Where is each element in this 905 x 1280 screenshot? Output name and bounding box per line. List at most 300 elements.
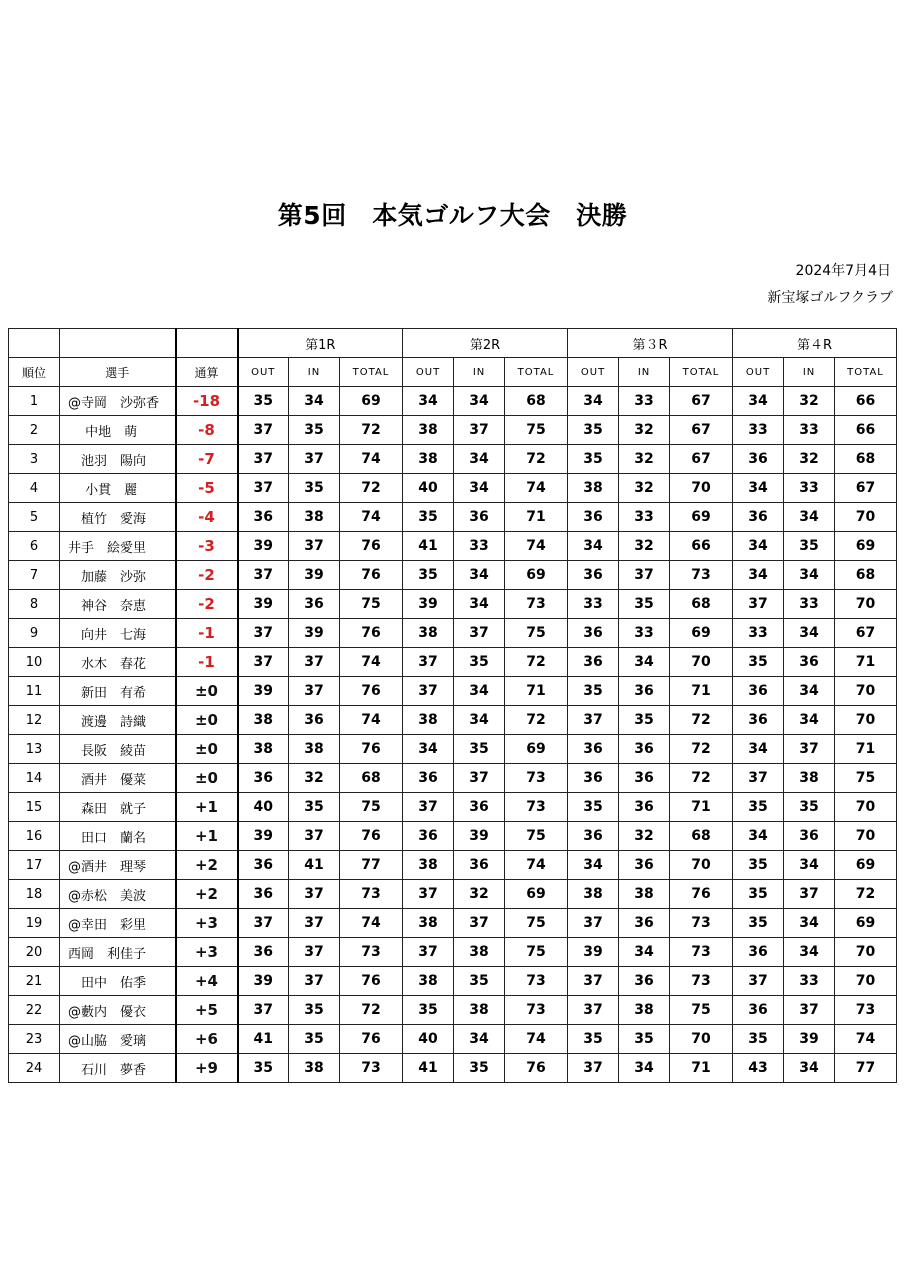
total-score-cell: -3	[176, 532, 238, 561]
round-total-cell: 70	[835, 793, 897, 822]
in-score-cell: 35	[454, 1054, 505, 1083]
in-score-cell: 38	[289, 503, 340, 532]
header-out: OUT	[733, 358, 784, 387]
out-score-cell: 36	[733, 677, 784, 706]
out-score-cell: 37	[403, 677, 454, 706]
player-name-cell: 渡邊 詩織	[60, 706, 176, 735]
round-total-cell: 75	[505, 938, 568, 967]
in-score-cell: 37	[454, 416, 505, 445]
in-score-cell: 36	[619, 909, 670, 938]
header-blank	[176, 329, 238, 358]
in-score-cell: 38	[454, 938, 505, 967]
out-score-cell: 38	[403, 619, 454, 648]
out-score-cell: 37	[238, 561, 289, 590]
out-score-cell: 40	[403, 1025, 454, 1054]
in-score-cell: 34	[454, 590, 505, 619]
in-score-cell: 35	[454, 735, 505, 764]
round-total-cell: 73	[505, 793, 568, 822]
round-total-cell: 75	[835, 764, 897, 793]
in-score-cell: 34	[784, 561, 835, 590]
in-score-cell: 37	[289, 677, 340, 706]
table-row	[9, 735, 897, 764]
out-score-cell: 37	[238, 445, 289, 474]
total-score-cell: ±0	[176, 677, 238, 706]
in-score-cell: 35	[784, 532, 835, 561]
player-name-cell: 新田 有希	[60, 677, 176, 706]
rank-cell: 11	[9, 677, 60, 706]
in-score-cell: 37	[289, 909, 340, 938]
round-total-cell: 76	[340, 619, 403, 648]
in-score-cell: 32	[619, 445, 670, 474]
out-score-cell: 36	[568, 648, 619, 677]
player-name-cell: 池羽 陽向	[60, 445, 176, 474]
in-score-cell: 35	[619, 1025, 670, 1054]
header-round-1: 第1R	[238, 329, 403, 358]
round-total-cell: 72	[505, 445, 568, 474]
round-total-cell: 74	[505, 474, 568, 503]
out-score-cell: 40	[238, 793, 289, 822]
round-total-cell: 66	[835, 387, 897, 416]
in-score-cell: 33	[619, 503, 670, 532]
out-score-cell: 41	[403, 532, 454, 561]
player-name-cell: 植竹 愛海	[60, 503, 176, 532]
out-score-cell: 37	[733, 764, 784, 793]
rank-cell: 14	[9, 764, 60, 793]
round-total-cell: 74	[340, 909, 403, 938]
round-total-cell: 72	[340, 416, 403, 445]
total-score-cell: +2	[176, 880, 238, 909]
out-score-cell: 40	[403, 474, 454, 503]
total-score-cell: +1	[176, 822, 238, 851]
round-total-cell: 75	[505, 619, 568, 648]
in-score-cell: 33	[784, 416, 835, 445]
out-score-cell: 38	[403, 706, 454, 735]
header-in: IN	[784, 358, 835, 387]
out-score-cell: 36	[403, 822, 454, 851]
out-score-cell: 34	[403, 387, 454, 416]
out-score-cell: 36	[238, 764, 289, 793]
out-score-cell: 35	[403, 503, 454, 532]
in-score-cell: 32	[454, 880, 505, 909]
total-score-cell: ±0	[176, 735, 238, 764]
in-score-cell: 35	[289, 474, 340, 503]
in-score-cell: 37	[454, 619, 505, 648]
out-score-cell: 37	[403, 880, 454, 909]
header-player: 選手	[60, 358, 176, 387]
player-name-cell: 加藤 沙弥	[60, 561, 176, 590]
out-score-cell: 36	[733, 706, 784, 735]
in-score-cell: 34	[454, 677, 505, 706]
in-score-cell: 34	[454, 387, 505, 416]
out-score-cell: 36	[238, 503, 289, 532]
rank-cell: 22	[9, 996, 60, 1025]
in-score-cell: 39	[289, 561, 340, 590]
out-score-cell: 36	[568, 735, 619, 764]
out-score-cell: 37	[238, 416, 289, 445]
round-total-cell: 76	[340, 532, 403, 561]
in-score-cell: 32	[289, 764, 340, 793]
round-total-cell: 70	[835, 938, 897, 967]
round-total-cell: 69	[835, 532, 897, 561]
round-total-cell: 77	[340, 851, 403, 880]
out-score-cell: 38	[403, 416, 454, 445]
header-in: IN	[619, 358, 670, 387]
total-score-cell: -7	[176, 445, 238, 474]
rank-cell: 12	[9, 706, 60, 735]
round-total-cell: 75	[340, 793, 403, 822]
round-total-cell: 71	[505, 503, 568, 532]
in-score-cell: 33	[454, 532, 505, 561]
player-name-cell: 神谷 奈恵	[60, 590, 176, 619]
out-score-cell: 38	[403, 851, 454, 880]
in-score-cell: 35	[289, 416, 340, 445]
round-total-cell: 68	[670, 590, 733, 619]
out-score-cell: 39	[403, 590, 454, 619]
in-score-cell: 34	[784, 1054, 835, 1083]
in-score-cell: 37	[784, 996, 835, 1025]
out-score-cell: 35	[568, 793, 619, 822]
round-total-cell: 72	[340, 474, 403, 503]
table-row	[9, 793, 897, 822]
round-total-cell: 72	[835, 880, 897, 909]
table-row	[9, 561, 897, 590]
in-score-cell: 34	[619, 648, 670, 677]
round-total-cell: 71	[835, 648, 897, 677]
out-score-cell: 36	[568, 503, 619, 532]
round-total-cell: 68	[835, 561, 897, 590]
table-row	[9, 445, 897, 474]
in-score-cell: 33	[784, 967, 835, 996]
out-score-cell: 39	[238, 590, 289, 619]
out-score-cell: 37	[568, 996, 619, 1025]
total-score-cell: -2	[176, 561, 238, 590]
round-total-cell: 75	[340, 590, 403, 619]
round-total-cell: 69	[670, 619, 733, 648]
in-score-cell: 36	[619, 677, 670, 706]
in-score-cell: 36	[454, 793, 505, 822]
out-score-cell: 36	[238, 938, 289, 967]
rank-cell: 6	[9, 532, 60, 561]
total-score-cell: -5	[176, 474, 238, 503]
rank-cell: 23	[9, 1025, 60, 1054]
round-total-cell: 66	[835, 416, 897, 445]
in-score-cell: 37	[619, 561, 670, 590]
round-total-cell: 75	[505, 909, 568, 938]
out-score-cell: 35	[733, 793, 784, 822]
out-score-cell: 36	[568, 561, 619, 590]
in-score-cell: 32	[784, 445, 835, 474]
round-total-cell: 73	[505, 764, 568, 793]
out-score-cell: 35	[733, 909, 784, 938]
out-score-cell: 43	[733, 1054, 784, 1083]
player-name-cell: @藪内 優衣	[60, 996, 176, 1025]
rank-cell: 9	[9, 619, 60, 648]
player-name-cell: 水木 春花	[60, 648, 176, 677]
out-score-cell: 35	[568, 677, 619, 706]
player-name-cell: @幸田 彩里	[60, 909, 176, 938]
round-total-cell: 74	[505, 851, 568, 880]
out-score-cell: 36	[403, 764, 454, 793]
player-name-cell: @赤松 美波	[60, 880, 176, 909]
round-total-cell: 71	[835, 735, 897, 764]
round-total-cell: 70	[670, 648, 733, 677]
results-table	[8, 328, 897, 1083]
in-score-cell: 36	[784, 648, 835, 677]
in-score-cell: 33	[619, 619, 670, 648]
in-score-cell: 32	[619, 822, 670, 851]
out-score-cell: 37	[238, 996, 289, 1025]
header-in: IN	[289, 358, 340, 387]
round-total-cell: 73	[670, 561, 733, 590]
total-score-cell: -2	[176, 590, 238, 619]
in-score-cell: 38	[289, 735, 340, 764]
in-score-cell: 34	[784, 938, 835, 967]
round-total-cell: 67	[670, 416, 733, 445]
out-score-cell: 39	[238, 967, 289, 996]
in-score-cell: 38	[619, 880, 670, 909]
out-score-cell: 41	[238, 1025, 289, 1054]
out-score-cell: 35	[568, 445, 619, 474]
rank-cell: 21	[9, 967, 60, 996]
round-total-cell: 68	[670, 822, 733, 851]
round-total-cell: 71	[670, 793, 733, 822]
out-score-cell: 37	[733, 590, 784, 619]
out-score-cell: 37	[403, 793, 454, 822]
round-total-cell: 73	[670, 938, 733, 967]
table-row	[9, 996, 897, 1025]
in-score-cell: 35	[289, 1025, 340, 1054]
in-score-cell: 37	[289, 967, 340, 996]
in-score-cell: 34	[784, 706, 835, 735]
round-total-cell: 72	[670, 735, 733, 764]
round-total-cell: 76	[340, 967, 403, 996]
in-score-cell: 35	[619, 706, 670, 735]
in-score-cell: 35	[784, 793, 835, 822]
table-row	[9, 503, 897, 532]
total-score-cell: -1	[176, 648, 238, 677]
in-score-cell: 37	[454, 764, 505, 793]
in-score-cell: 37	[289, 880, 340, 909]
round-total-cell: 74	[340, 706, 403, 735]
round-total-cell: 68	[340, 764, 403, 793]
rank-cell: 1	[9, 387, 60, 416]
out-score-cell: 39	[238, 677, 289, 706]
round-total-cell: 75	[505, 416, 568, 445]
round-total-cell: 73	[505, 967, 568, 996]
round-total-cell: 71	[670, 677, 733, 706]
header-round-3: 第３R	[568, 329, 733, 358]
out-score-cell: 34	[733, 532, 784, 561]
header-round-4: 第４R	[733, 329, 897, 358]
player-name-cell: 井手 絵愛里	[60, 532, 176, 561]
out-score-cell: 38	[568, 880, 619, 909]
out-score-cell: 38	[403, 909, 454, 938]
round-total-cell: 70	[670, 1025, 733, 1054]
out-score-cell: 39	[238, 822, 289, 851]
table-row	[9, 474, 897, 503]
player-name-cell: 中地 萌	[60, 416, 176, 445]
out-score-cell: 34	[568, 387, 619, 416]
in-score-cell: 34	[784, 909, 835, 938]
round-total-cell: 74	[340, 503, 403, 532]
table-row	[9, 938, 897, 967]
header-out: OUT	[238, 358, 289, 387]
rank-cell: 18	[9, 880, 60, 909]
out-score-cell: 37	[238, 909, 289, 938]
in-score-cell: 34	[619, 938, 670, 967]
player-name-cell: 向井 七海	[60, 619, 176, 648]
round-total-cell: 77	[835, 1054, 897, 1083]
total-score-cell: +9	[176, 1054, 238, 1083]
round-total-cell: 72	[340, 996, 403, 1025]
header-total: TOTAL	[340, 358, 403, 387]
round-total-cell: 75	[505, 822, 568, 851]
in-score-cell: 37	[289, 532, 340, 561]
page-title: 第5回 本気ゴルフ大会 決勝	[277, 201, 628, 230]
header-row-columns	[9, 358, 897, 387]
in-score-cell: 34	[784, 677, 835, 706]
in-score-cell: 34	[289, 387, 340, 416]
in-score-cell: 34	[784, 851, 835, 880]
total-score-cell: +6	[176, 1025, 238, 1054]
in-score-cell: 35	[619, 590, 670, 619]
out-score-cell: 34	[733, 735, 784, 764]
venue-name: 新宝塚ゴルフクラブ	[767, 290, 893, 306]
player-name-cell: @山脇 愛璃	[60, 1025, 176, 1054]
round-total-cell: 69	[835, 909, 897, 938]
rank-cell: 19	[9, 909, 60, 938]
header-blank	[9, 329, 60, 358]
round-total-cell: 76	[505, 1054, 568, 1083]
total-score-cell: -1	[176, 619, 238, 648]
round-total-cell: 68	[505, 387, 568, 416]
out-score-cell: 36	[568, 619, 619, 648]
out-score-cell: 37	[568, 967, 619, 996]
in-score-cell: 37	[784, 735, 835, 764]
player-name-cell: 森田 就子	[60, 793, 176, 822]
out-score-cell: 35	[568, 416, 619, 445]
round-total-cell: 70	[835, 822, 897, 851]
in-score-cell: 35	[454, 648, 505, 677]
round-total-cell: 70	[670, 474, 733, 503]
event-date: 2024年7月4日	[795, 263, 891, 279]
in-score-cell: 37	[454, 909, 505, 938]
round-total-cell: 76	[340, 561, 403, 590]
round-total-cell: 70	[835, 590, 897, 619]
out-score-cell: 35	[403, 996, 454, 1025]
round-total-cell: 70	[835, 967, 897, 996]
in-score-cell: 36	[784, 822, 835, 851]
in-score-cell: 38	[619, 996, 670, 1025]
round-total-cell: 70	[835, 503, 897, 532]
out-score-cell: 37	[568, 1054, 619, 1083]
round-total-cell: 66	[670, 532, 733, 561]
in-score-cell: 36	[289, 706, 340, 735]
in-score-cell: 34	[454, 706, 505, 735]
header-out: OUT	[568, 358, 619, 387]
out-score-cell: 36	[568, 822, 619, 851]
rank-cell: 4	[9, 474, 60, 503]
in-score-cell: 33	[619, 387, 670, 416]
rank-cell: 3	[9, 445, 60, 474]
rank-cell: 20	[9, 938, 60, 967]
total-score-cell: -4	[176, 503, 238, 532]
total-score-cell: +1	[176, 793, 238, 822]
round-total-cell: 69	[505, 735, 568, 764]
out-score-cell: 37	[238, 474, 289, 503]
out-score-cell: 38	[568, 474, 619, 503]
in-score-cell: 34	[454, 474, 505, 503]
total-score-cell: +4	[176, 967, 238, 996]
rank-cell: 13	[9, 735, 60, 764]
out-score-cell: 39	[568, 938, 619, 967]
out-score-cell: 36	[733, 938, 784, 967]
rank-cell: 7	[9, 561, 60, 590]
out-score-cell: 35	[733, 880, 784, 909]
in-score-cell: 37	[784, 880, 835, 909]
header-total: TOTAL	[835, 358, 897, 387]
out-score-cell: 37	[568, 909, 619, 938]
total-score-cell: +2	[176, 851, 238, 880]
in-score-cell: 34	[454, 445, 505, 474]
out-score-cell: 38	[238, 735, 289, 764]
rank-cell: 16	[9, 822, 60, 851]
table-row	[9, 1054, 897, 1083]
out-score-cell: 36	[238, 851, 289, 880]
out-score-cell: 34	[568, 532, 619, 561]
table-row	[9, 387, 897, 416]
round-total-cell: 70	[835, 706, 897, 735]
in-score-cell: 33	[784, 590, 835, 619]
round-total-cell: 71	[670, 1054, 733, 1083]
in-score-cell: 34	[454, 1025, 505, 1054]
total-score-cell: -18	[176, 387, 238, 416]
in-score-cell: 38	[289, 1054, 340, 1083]
header-in: IN	[454, 358, 505, 387]
in-score-cell: 37	[289, 445, 340, 474]
round-total-cell: 73	[505, 590, 568, 619]
player-name-cell: @寺岡 沙弥香	[60, 387, 176, 416]
out-score-cell: 38	[403, 445, 454, 474]
out-score-cell: 37	[238, 619, 289, 648]
table-row	[9, 416, 897, 445]
round-total-cell: 72	[670, 764, 733, 793]
header-out: OUT	[403, 358, 454, 387]
in-score-cell: 35	[289, 793, 340, 822]
in-score-cell: 39	[289, 619, 340, 648]
out-score-cell: 35	[733, 648, 784, 677]
in-score-cell: 38	[784, 764, 835, 793]
table-row	[9, 590, 897, 619]
in-score-cell: 36	[619, 851, 670, 880]
round-total-cell: 73	[670, 909, 733, 938]
rank-cell: 5	[9, 503, 60, 532]
out-score-cell: 41	[403, 1054, 454, 1083]
in-score-cell: 37	[289, 648, 340, 677]
out-score-cell: 35	[238, 1054, 289, 1083]
round-total-cell: 72	[505, 706, 568, 735]
round-total-cell: 69	[670, 503, 733, 532]
in-score-cell: 32	[619, 416, 670, 445]
in-score-cell: 32	[619, 474, 670, 503]
out-score-cell: 34	[733, 561, 784, 590]
out-score-cell: 33	[733, 619, 784, 648]
rank-cell: 2	[9, 416, 60, 445]
out-score-cell: 35	[733, 1025, 784, 1054]
round-total-cell: 70	[670, 851, 733, 880]
table-row	[9, 851, 897, 880]
in-score-cell: 39	[454, 822, 505, 851]
